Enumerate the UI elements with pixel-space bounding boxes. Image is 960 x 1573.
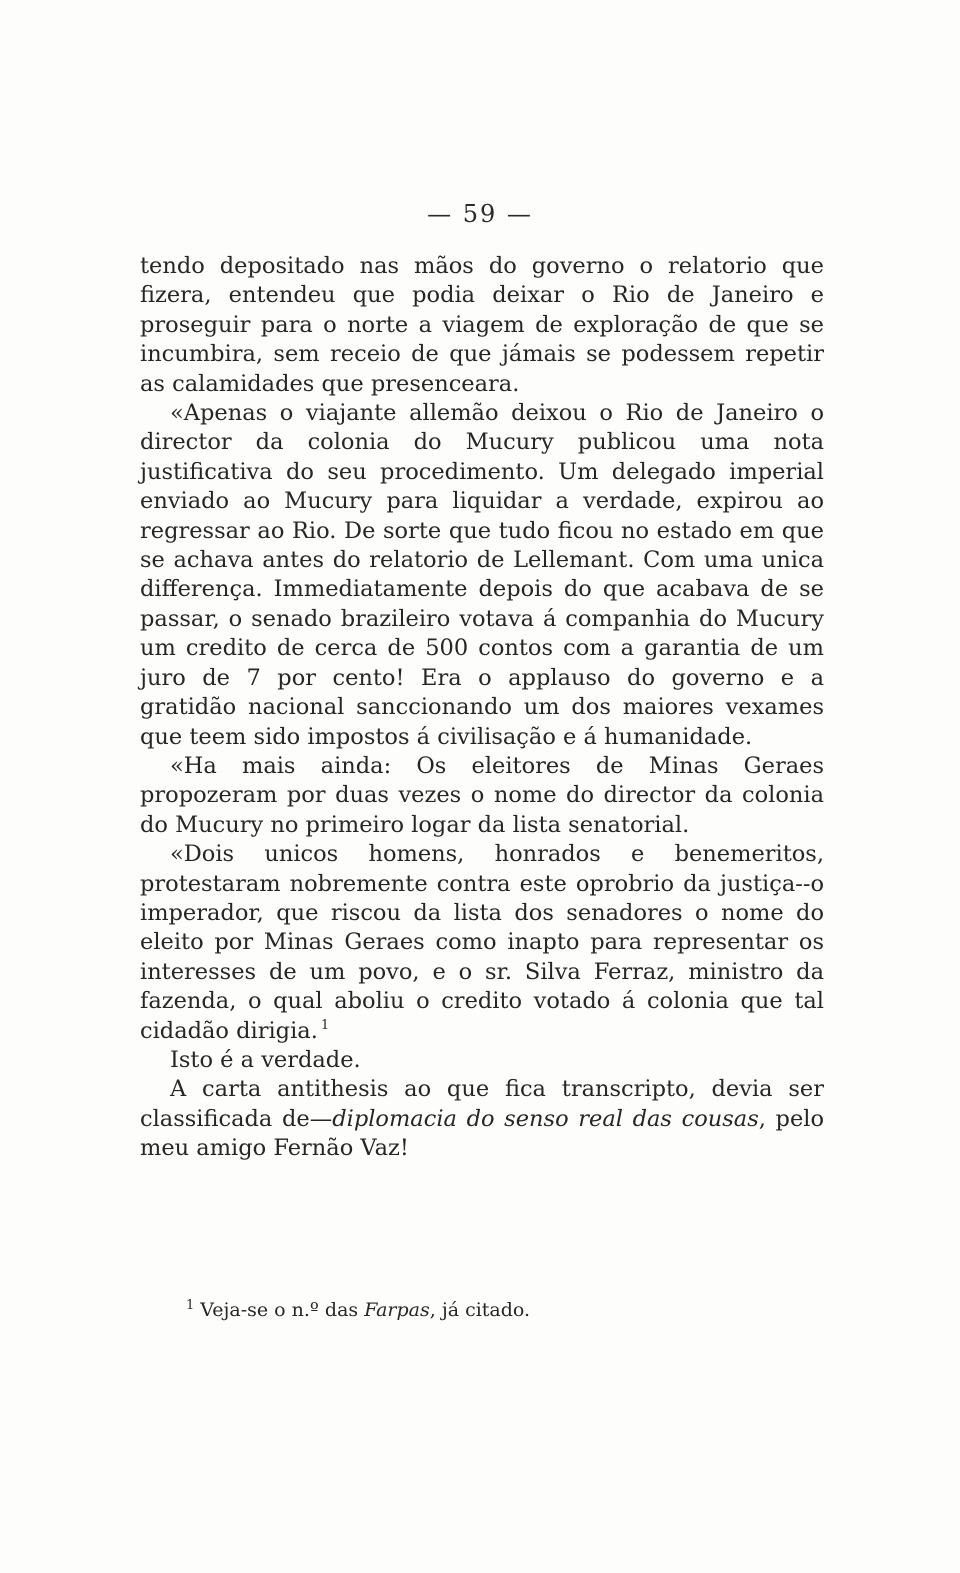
paragraph-text: «Dois unicos homens, honrados e benemeritos, protestaram nobremente contra este oprobrio da justiça--o imperador, que riscou da lista dos senadores o nome do eleito por Minas Geraes como inapto para representar os interesses de um povo, e o sr. Silva Ferraz, ministro da fazenda, o qual aboliu o credito votado á colonia que tal cidadão dirigia. <box>140 841 824 1044</box>
paragraph <box>140 1046 824 1075</box>
paragraph-text: Isto é a verdade. <box>170 1046 361 1073</box>
footnote-text: Veja-se o n.º das <box>200 1299 365 1321</box>
paragraph <box>140 252 824 399</box>
paragraph <box>140 1075 824 1163</box>
paragraph-text: , pelo meu amigo Fernão Vaz! <box>140 1105 825 1162</box>
italic-phrase: diplomacia do senso real das cousas <box>332 1105 759 1132</box>
paragraph <box>140 752 824 840</box>
text-block <box>140 252 824 1164</box>
footnote-text: , já citado. <box>429 1299 531 1321</box>
footnote <box>186 1298 786 1322</box>
italic-phrase: Farpas <box>364 1299 430 1321</box>
paragraph-text: «Ha mais ainda: Os eleitores de Minas Geraes propozeram por duas vezes o nome do director da colonia do Mucury no primeiro logar da lista senatorial. <box>140 752 824 838</box>
footnote-reference: 1 <box>320 1018 330 1034</box>
paragraph-text: «Apenas o viajante allemão deixou o Rio de Janeiro o director da colonia do Mucury publicou uma nota justificativa do seu procedimento. Um delegado imperial enviado ao Mucury para liquidar a verdade, expirou ao regressar ao Rio. De sorte que tudo ficou no estado em que se achava antes do relatorio de Lellemant. Com uma unica differença. Immediatamente depois do que acabava de se passar, o senado brazileiro votava á companhia do Mucury um credito de cerca de 500 contos com a garantia de um juro de 7 por cento! Era o applauso do governo e a gratidão nacional sanccionando um dos maiores vexames que teem sido impostos á civilisação e á humanidade. <box>140 400 824 750</box>
footnote-marker: 1 <box>186 1297 195 1313</box>
paragraph-text: A carta antithesis ao que fica transcripto, devia ser classificada de— <box>140 1076 824 1132</box>
paragraph-text: tendo depositado nas mãos do governo o relatorio que fizera, entendeu que podia deixar o Rio de Janeiro e proseguir para o norte a viagem de exploração de que se incumbira, sem receio de que jámais se podessem repetir as calamidades que presenceara. <box>140 253 824 397</box>
page-number: — 59 — <box>427 200 533 228</box>
paragraph <box>140 840 824 1046</box>
paragraph <box>140 399 824 752</box>
